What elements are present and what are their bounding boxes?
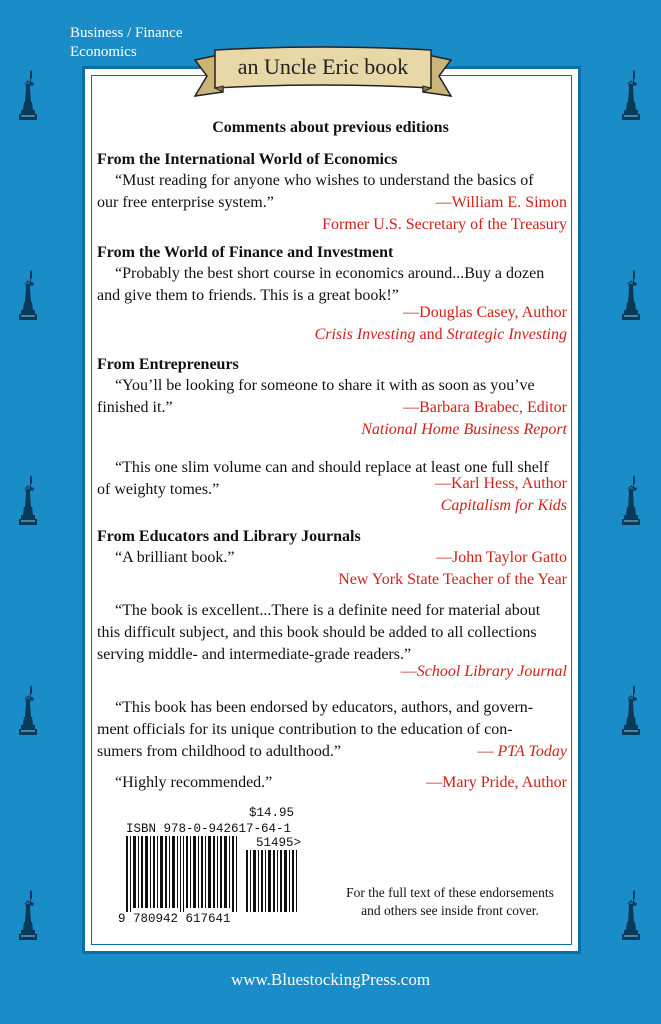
barcode-isbn: ISBN 978-0-942617-64-1 bbox=[126, 822, 292, 836]
quote-simon: “Must reading for anyone who wishes to understand the basics of our free enterprise system.” bbox=[97, 172, 534, 211]
attribution-gatto: —John Taylor Gatto New York State Teacher of the Year bbox=[338, 549, 567, 588]
barcode-price: $14.95 bbox=[249, 806, 295, 820]
barcode-icon bbox=[116, 832, 316, 918]
attribution-school-library: —School Library Journal bbox=[400, 663, 567, 680]
banner-text: an Uncle Eric book bbox=[237, 54, 409, 79]
publisher-url[interactable]: www.BluestockingPress.com bbox=[230, 970, 431, 989]
attribution-simon: —William E. Simon Former U.S. Secretary of the Treasury bbox=[322, 194, 567, 233]
attribution-pride: —Mary Pride, Author bbox=[426, 774, 567, 791]
section-heading-educators: From Educators and Library Journals bbox=[97, 528, 361, 545]
section-heading-economics: From the International World of Economics bbox=[97, 151, 398, 168]
section-heading-finance: From the World of Finance and Investment bbox=[97, 244, 394, 261]
quote-brabec: “You’ll be looking for someone to share it with as soon as you’ve finished it.” bbox=[97, 377, 535, 416]
statue-of-liberty-icon bbox=[18, 475, 38, 527]
statue-of-liberty-icon bbox=[621, 685, 641, 737]
quote-pta: “This book has been endorsed by educators, authors, and govern- ment officials for its unique contribution to the education of con- sumers from childhood to adulthood.” bbox=[97, 699, 534, 760]
quote-hess: “This one slim volume can and should replace at least one full shelf of weighty tomes.” bbox=[97, 459, 549, 498]
attribution-casey: —Douglas Casey, Author Crisis Investing and Strategic Investing bbox=[314, 304, 567, 343]
category-economics: Economics bbox=[70, 44, 137, 60]
category-business-finance: Business / Finance bbox=[70, 25, 183, 41]
attribution-brabec: —Barbara Brabec, Editor National Home Business Report bbox=[361, 399, 567, 438]
quote-school-library: “The book is excellent...There is a definite need for material about this difficult subject, and this book should be added to all collections serving middle- and intermediate-grade readers.” bbox=[97, 602, 541, 663]
attribution-pta: — PTA Today bbox=[477, 743, 567, 760]
statue-of-liberty-icon bbox=[621, 70, 641, 122]
barcode-area bbox=[116, 806, 316, 936]
barcode-digits: 9 780942 617641 bbox=[118, 912, 231, 926]
statue-of-liberty-icon bbox=[18, 270, 38, 322]
comments-heading: Comments about previous editions bbox=[212, 119, 449, 136]
full-text-note: For the full text of these endorsements and others see inside front cover. bbox=[346, 885, 554, 918]
statue-of-liberty-icon bbox=[18, 685, 38, 737]
statue-of-liberty-icon bbox=[621, 270, 641, 322]
quote-pride: “Highly recommended.” bbox=[115, 774, 273, 791]
statue-of-liberty-icon bbox=[18, 70, 38, 122]
quote-casey: “Probably the best short course in economics around...Buy a dozen and give them to friends. This is a great book!” bbox=[97, 265, 545, 304]
attribution-hess: —Karl Hess, Author Capitalism for Kids bbox=[435, 475, 567, 514]
statue-of-liberty-icon bbox=[621, 890, 641, 942]
section-heading-entrepreneurs: From Entrepreneurs bbox=[97, 356, 239, 373]
barcode-addon: 51495> bbox=[256, 836, 302, 850]
statue-of-liberty-icon bbox=[18, 890, 38, 942]
statue-of-liberty-icon bbox=[621, 475, 641, 527]
quote-gatto: “A brilliant book.” bbox=[115, 549, 235, 566]
